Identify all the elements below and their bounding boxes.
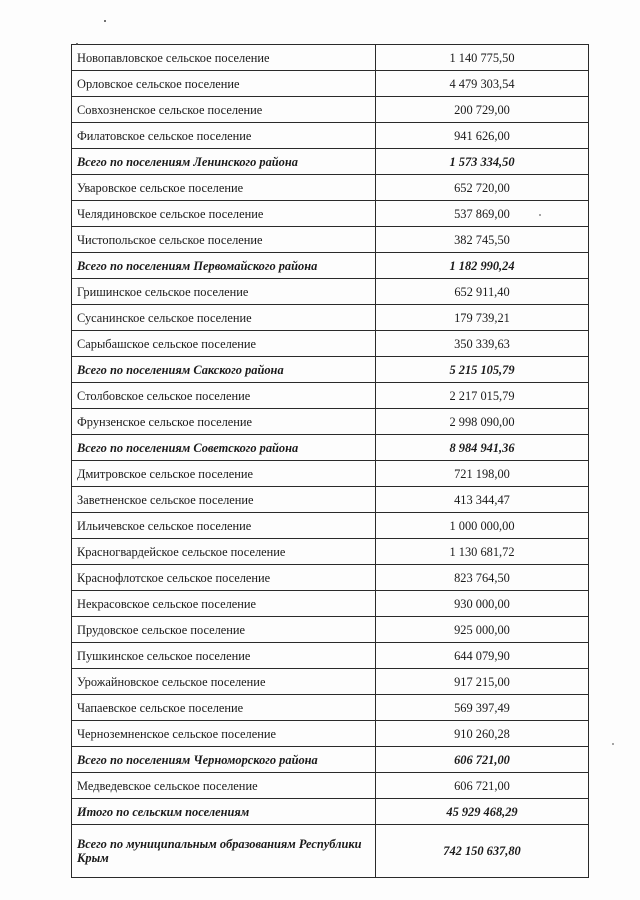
settlement-amount: 1 130 681,72 (376, 539, 589, 565)
settlement-name: Сусанинское сельское поселение (72, 305, 376, 331)
settlement-name: Урожайновское сельское поселение (72, 669, 376, 695)
settlement-amount: 721 198,00 (376, 461, 589, 487)
scan-speck (612, 743, 614, 745)
table-row (72, 305, 589, 331)
settlement-amount: 1 000 000,00 (376, 513, 589, 539)
grand-total-amount: 742 150 637,80 (376, 825, 589, 878)
settlement-name: Фрунзенское сельское поселение (72, 409, 376, 435)
subtotal-label: Всего по поселениям Ленинского района (72, 149, 376, 175)
settlement-name: Чапаевское сельское поселение (72, 695, 376, 721)
subtotal-label: Всего по поселениям Первомайского района (72, 253, 376, 279)
table-row (72, 409, 589, 435)
rural-total-label: Итого по сельским поселениям (72, 799, 376, 825)
settlement-name: Столбовское сельское поселение (72, 383, 376, 409)
settlement-amount: 2 998 090,00 (376, 409, 589, 435)
settlement-amount: 350 339,63 (376, 331, 589, 357)
settlement-amount: 382 745,50 (376, 227, 589, 253)
settlement-amount: 917 215,00 (376, 669, 589, 695)
settlement-name: Дмитровское сельское поселение (72, 461, 376, 487)
table-row (72, 773, 589, 799)
settlement-amount: 2 217 015,79 (376, 383, 589, 409)
settlement-name: Некрасовское сельское поселение (72, 591, 376, 617)
table-row (72, 383, 589, 409)
table-row (72, 695, 589, 721)
subtotal-row (72, 149, 589, 175)
settlement-amount: 200 729,00 (376, 97, 589, 123)
settlement-amount: 413 344,47 (376, 487, 589, 513)
settlement-amount: 823 764,50 (376, 565, 589, 591)
table-row (72, 331, 589, 357)
settlement-name: Ильичевское сельское поселение (72, 513, 376, 539)
settlement-amount: 652 911,40 (376, 279, 589, 305)
table-row (72, 71, 589, 97)
settlement-name: Красногвардейское сельское поселение (72, 539, 376, 565)
settlement-name: Гришинское сельское поселение (72, 279, 376, 305)
settlement-amount: 644 079,90 (376, 643, 589, 669)
table-row (72, 669, 589, 695)
settlement-amount: 179 739,21 (376, 305, 589, 331)
table-row (72, 45, 589, 71)
scan-speck (104, 20, 106, 22)
settlement-name: Медведевское сельское поселение (72, 773, 376, 799)
subtotal-label: Всего по поселениям Сакского района (72, 357, 376, 383)
settlement-name: Уваровское сельское поселение (72, 175, 376, 201)
settlement-name: Краснофлотское сельское поселение (72, 565, 376, 591)
subtotal-row (72, 253, 589, 279)
settlement-amount: 910 260,28 (376, 721, 589, 747)
settlement-name: Прудовское сельское поселение (72, 617, 376, 643)
settlement-amount: 652 720,00 (376, 175, 589, 201)
scan-speck (76, 43, 78, 45)
grand-total-label: Всего по муниципальным образованиям Республики Крым (72, 825, 376, 878)
table-row (72, 175, 589, 201)
settlement-amount: 930 000,00 (376, 591, 589, 617)
table-row (72, 513, 589, 539)
grand-total-row (72, 825, 589, 878)
settlement-name: Совхозненское сельское поселение (72, 97, 376, 123)
subtotal-label: Всего по поселениям Черноморского района (72, 747, 376, 773)
subtotal-label: Всего по поселениям Советского района (72, 435, 376, 461)
rural-total-amount: 45 929 468,29 (376, 799, 589, 825)
settlement-name: Орловское сельское поселение (72, 71, 376, 97)
settlement-name: Челядиновское сельское поселение (72, 201, 376, 227)
table-row (72, 539, 589, 565)
subtotal-amount: 8 984 941,36 (376, 435, 589, 461)
settlement-amount: 569 397,49 (376, 695, 589, 721)
settlement-amount: 925 000,00 (376, 617, 589, 643)
table-row (72, 643, 589, 669)
subtotal-amount: 606 721,00 (376, 747, 589, 773)
table-row (72, 721, 589, 747)
settlement-amount: 4 479 303,54 (376, 71, 589, 97)
table-row (72, 279, 589, 305)
table-row (72, 617, 589, 643)
settlement-amount: 941 626,00 (376, 123, 589, 149)
subtotal-row (72, 747, 589, 773)
table-row (72, 487, 589, 513)
settlements-budget-table (71, 44, 589, 878)
subtotal-amount: 1 573 334,50 (376, 149, 589, 175)
settlement-amount: 606 721,00 (376, 773, 589, 799)
settlement-amount: 1 140 775,50 (376, 45, 589, 71)
scan-speck (539, 214, 541, 216)
settlement-name: Пушкинское сельское поселение (72, 643, 376, 669)
settlement-name: Черноземненское сельское поселение (72, 721, 376, 747)
subtotal-amount: 1 182 990,24 (376, 253, 589, 279)
subtotal-row (72, 435, 589, 461)
table-row (72, 227, 589, 253)
table-row (72, 97, 589, 123)
settlement-name: Сарыбашское сельское поселение (72, 331, 376, 357)
table-row (72, 461, 589, 487)
settlement-name: Чистопольское сельское поселение (72, 227, 376, 253)
settlement-name: Заветненское сельское поселение (72, 487, 376, 513)
settlement-name: Новопавловское сельское поселение (72, 45, 376, 71)
subtotal-row (72, 357, 589, 383)
table-row (72, 591, 589, 617)
settlement-name: Филатовское сельское поселение (72, 123, 376, 149)
table-row (72, 201, 589, 227)
table-row (72, 123, 589, 149)
settlement-amount: 537 869,00 (376, 201, 589, 227)
subtotal-amount: 5 215 105,79 (376, 357, 589, 383)
table-row (72, 565, 589, 591)
rural-total-row (72, 799, 589, 825)
